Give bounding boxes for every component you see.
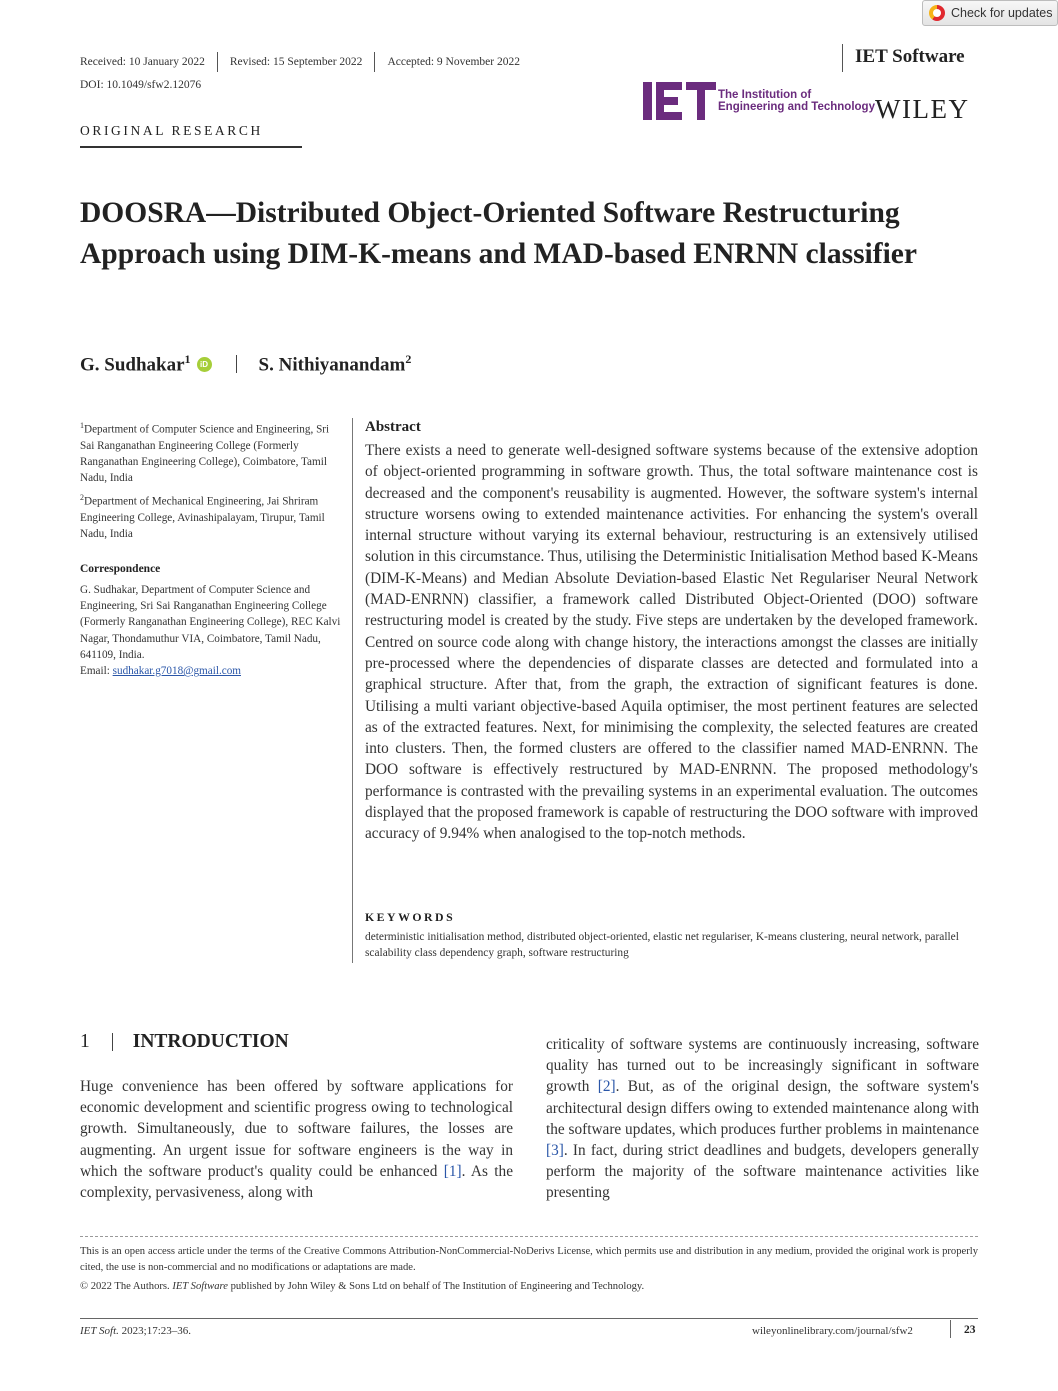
divider [112,1033,113,1051]
iet-line-2: Engineering and Technology [718,101,875,113]
page-number: 23 [964,1324,976,1336]
divider [217,52,218,72]
received-date: Received: 10 January 2022 [80,56,205,68]
wiley-logo: WILEY [875,94,970,124]
divider [374,52,375,72]
iet-line-1: The Institution of [718,89,812,101]
revised-date: Revised: 15 September 2022 [229,56,363,68]
reference-link[interactable]: [1] [443,1162,462,1180]
check-for-updates-button[interactable] [922,0,1058,26]
journal-site-link[interactable]: wileyonlinelibrary.com/journal/sfw2 [752,1325,913,1337]
abstract-text: There exists a need to generate well-designed software systems because of the extensive adoption of object-oriented programming in software growth. Thus, the total software maintenance cost is decreased and the component's reusability is augmented. However, the software system's internal structure worsens owing to extended maintenance activities. For enhancing the system's overall internal structure without varying its external behaviour, restructuring is an extensively utilised solution in this circumstance. Thus, utilising the Deterministic Initialisation Method based K-Means (DIM-K-Means) and Median Absolute Deviation-based Elastic Net Regulariser Neural Network (MAD-ENRNN) classifier, a framework called Distributed Object-Oriented (DOO) software restructuring model is created by the study. Five steps are undertaken by the developed framework. Centred on source code along with change history, the interactions amongst the classes are initially pre-processed where the dependencies of disparate classes are detected and formulated into a graphical structure. After that, from the graph, the extraction of significant features is done. Utilising a multi variant objective-based Aquila optimiser, the most pertinent features are selected as of the extracted features. Next, for minimising the complexity, the selected features are created into clusters. Then, the formed clusters are offered to the classifier named MAD-ENRNN. The DOO software is effectively restructured by MAD-ENRNN. The proposed methodology's performance is contrasted with the prevailing systems in an experimental evaluation. The outcomes displayed that the proposed framework is capable of restructuring the DOO software with improved accuracy of 9.94% when analogised to the top-notch methods. [365,442,978,843]
footnote-divider [80,1236,978,1237]
reference-link[interactable]: [3] [546,1142,564,1160]
journal-name: IET Software [855,46,965,67]
copyright-note: © 2022 The Authors. IET Software published by John Wiley & Sons Ltd on behalf of The Institution of Engineering and Technology. [80,1281,645,1292]
keywords-heading: KEYWORDS [365,910,456,924]
email-link[interactable]: sudhakar.g7018@gmail.com [112,665,241,678]
section-title: INTRODUCTION [132,1031,289,1052]
author-2[interactable]: S. Nithiyanandam$^2$ [258,352,412,376]
doi: DOI: 10.1049/sfw2.12076 [80,79,202,91]
divider [80,146,302,148]
license-note: This is an open access article under the terms of the Creative Commons Attribution-NonCommercial-NoDerivs License, which permits use and distribution in any medium, provided the original work is properly cited, the use is non-commercial and no modifications or adaptations are made. [80,1246,978,1274]
affiliation-1: $^1$Department of Computer Science and Engineering, Sri Sai Ranganathan Engineering College (Formerly Ranganathan Engineering College), Coimbatore, Tamil Nadu, India [80,421,330,485]
iet-logo [643,82,875,120]
affiliation-2: $^2$Department of Mechanical Engineering, Jai Shriram Engineering College, Avinashipalayam, Tirupur, Tamil Nadu, India [80,493,325,541]
divider [950,1320,951,1338]
section-number: 1 [80,1031,90,1052]
divider [80,1318,978,1319]
iet-logo-mark [643,82,712,120]
section-heading [80,1031,289,1053]
article-type: ORIGINAL RESEARCH [80,123,263,138]
orcid-icon[interactable]: iD [197,357,212,372]
abstract-heading: Abstract [365,419,421,435]
citation: IET Soft. 2023;17:23–36. [80,1325,192,1337]
intro-column-right: criticality of software systems are continuously increasing, software quality has turned out to be increasingly significant in software growth [2]. But, as of the original design, the software system's architectural design differs owing to extended maintenance along with the software updates, which produces further problems in maintenance [3]. In fact, during strict deadlines and budgets, developers generally perform the majority of the software maintenance activities like presenting [546,1036,979,1202]
correspondence-heading: Correspondence [80,563,161,575]
keywords-text: deterministic initialisation method, distributed object-oriented, elastic net regulariser, K-means clustering, neural network, parallel scalability class dependency graph, software restructuring [365,931,959,960]
article-title: DOOSRA—Distributed Object-Oriented Software Restructuring Approach using DIM-K-means and MAD-based ENRNN classifier [80,197,917,270]
accepted-date: Accepted: 9 November 2022 [387,56,520,68]
divider [352,418,353,963]
author-list [80,352,411,376]
reference-link[interactable]: [2] [597,1078,616,1096]
author-1[interactable]: G. Sudhakar$^1$ [80,352,191,376]
check-for-updates-label: Check for updates [951,6,1053,20]
correspondence-body: G. Sudhakar, Department of Computer Science and Engineering, Sri Sai Ranganathan Engineering College (Formerly Ranganathan Engineering College), REC Kalvi Nagar, Thondamuthur VIA, Coimbatore, Tamil Nadu, 641109, India. Email: sudhakar.g7018@gmail.com [80,584,341,678]
article-dates [80,52,520,72]
divider [236,355,237,373]
intro-column-left: Huge convenience has been offered by software applications for economic development and scientific progress owing to technological growth. Simultaneously, due to software failures, the losses are augmenting. An urgent issue for software engineers is the way in which the software product's quality could be enhanced [1]. As the complexity, pervasiveness, along with [80,1078,513,1202]
divider [842,44,843,72]
iet-logo-text [718,89,875,113]
crossmark-icon [929,5,945,21]
